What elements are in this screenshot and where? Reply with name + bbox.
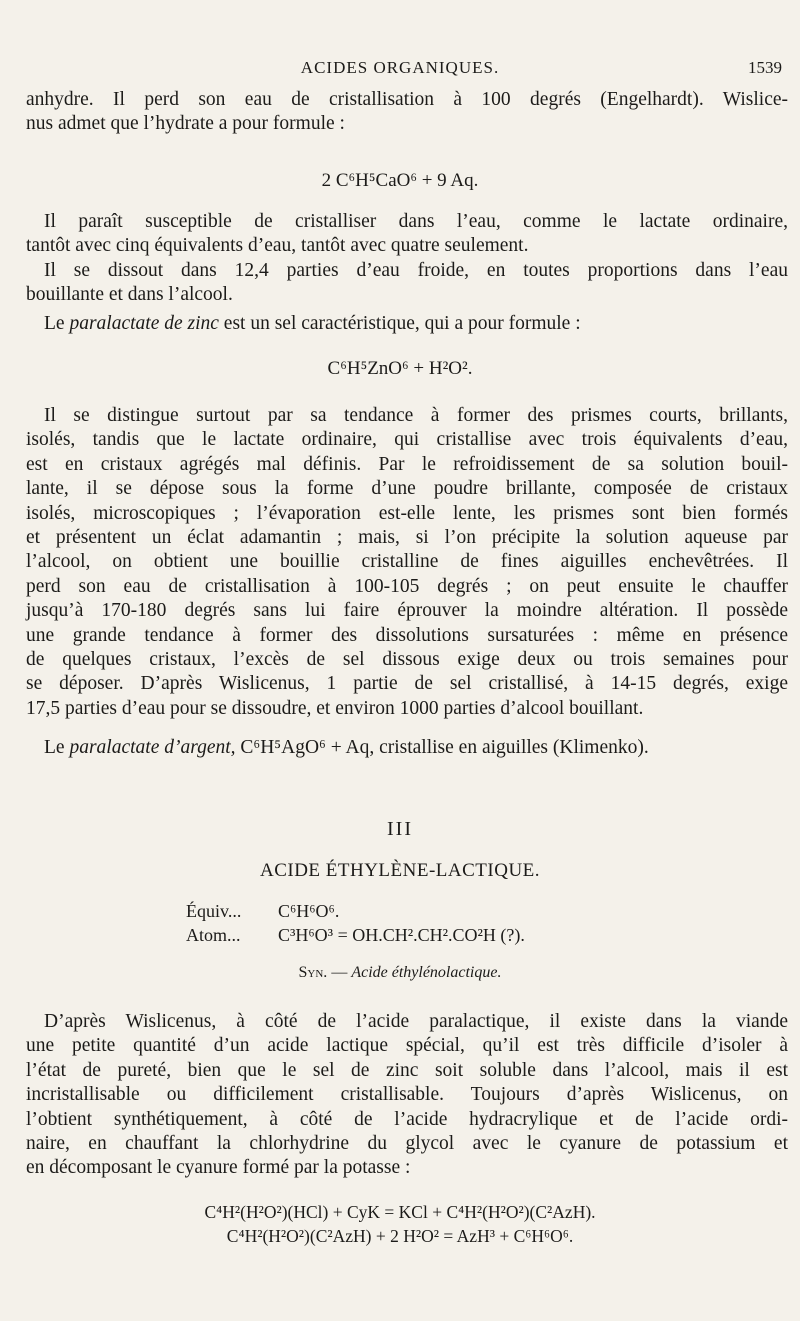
section-heading: ACIDE ÉTHYLÈNE-LACTIQUE. — [259, 860, 541, 881]
text-line: naire, en chauffant la chlorhydrine du glycol avec le cyanure de potassium et — [26, 1133, 788, 1155]
text-line: 17,5 parties d’eau pour se dissoudre, et environ 1000 parties d’alcool bouillant. — [26, 697, 644, 719]
synonym-label: Syn. — [298, 964, 328, 981]
text-line: en décomposant le cyanure formé par la potasse : — [26, 1157, 411, 1179]
text-line: jusqu’à 170-180 degrés sans lui faire éprouver la moindre altération. Il possède — [26, 600, 788, 622]
equiv-formula: C⁶H⁶O⁶. — [278, 901, 340, 921]
text-span: Le — [44, 737, 70, 758]
synonym-text: Acide éthylénolactique. — [351, 964, 502, 981]
reaction-equation-1: C⁴H²(H²O²)(HCl) + CyK = KCl + C⁴H²(H²O²)(C²AzH). — [204, 1202, 596, 1222]
text-line: anhydre. Il perd son eau de cristallisation à 100 degrés (Engelhardt). Wislice- — [26, 89, 788, 110]
text-span: est un sel caractéristique, qui a pour formule : — [218, 313, 581, 334]
text-line: et présentent un éclat adamantin ; mais, si l’on précipite la solution aqueuse par — [26, 527, 788, 549]
paragraph-5 — [26, 404, 788, 721]
text-line: perd son eau de cristallisation à 100-105 degrés ; on peut ensuite le chauffer — [26, 575, 788, 597]
text-line: bouillante et dans l’alcool. — [26, 284, 233, 306]
text-line: l’obtient synthétiquement, à côté de l’acide hydracrylique et de l’acide ordi- — [26, 1108, 788, 1130]
text-line: l’alcool, on obtient une bouillie cristalline de fines aiguilles enchevêtrées. Il — [26, 551, 788, 573]
atom-formula: C³H⁶O³ = OH.CH².CH².CO²H (?). — [278, 925, 525, 945]
section-numeral: III — [387, 818, 413, 840]
text-line: Il se distingue surtout par sa tendance à former des prismes courts, brillants, — [44, 405, 788, 426]
paragraph-3 — [26, 259, 788, 308]
text-line: de quelques cristaux, l’excès de sel dissous exige deux ou trois semaines pour — [26, 649, 788, 671]
formula-hydrate: 2 C⁶H⁵CaO⁶ + 9 Aq. — [321, 170, 479, 191]
running-title: ACIDES ORGANIQUES. — [300, 58, 500, 77]
page-header — [0, 58, 800, 82]
equiv-label: Équiv... — [186, 901, 242, 921]
synonym-dash: — — [327, 964, 352, 981]
text-line: l’état de pureté, bien que le sel de zinc soit soluble dans l’alcool, mais il est — [26, 1059, 788, 1081]
atom-label: Atom... — [186, 925, 241, 945]
text-line: une grande tendance à former des dissolutions sursaturées : même en présence — [26, 624, 788, 646]
text-line: tantôt avec cinq équivalents d’eau, tantôt avec quatre seulement. — [26, 235, 529, 257]
text-line: est en cristaux agrégés mal définis. Par le refroidissement de sa solution bouil- — [26, 453, 788, 475]
text-line: nus admet que l’hydrate a pour formule : — [26, 113, 345, 135]
text-line: lante, il se dépose sous la forme d’une poudre brillante, composée de cristaux — [26, 478, 788, 500]
text-line: se déposer. D’après Wislicenus, 1 partie de sel cristallisé, à 14-15 degrés, exige — [26, 673, 788, 695]
paragraph-2 — [26, 210, 788, 259]
formula-table — [186, 899, 525, 947]
synonym-line — [0, 964, 800, 982]
text-line: Il se dissout dans 12,4 parties d’eau froide, en toutes proportions dans l’eau — [44, 260, 788, 281]
italic-term: paralactate d’argent, — [69, 737, 236, 758]
formula-zinc: C⁶H⁵ZnO⁶ + H²O². — [327, 358, 473, 379]
reaction-equation-2: C⁴H²(H²O²)(C²AzH) + 2 H²O² = AzH³ + C⁶H⁶O⁶. — [226, 1226, 574, 1246]
text-line: isolés, tandis que le lactate ordinaire, qui cristallise avec trois équivalents d’eau, — [26, 429, 788, 451]
italic-term: paralactate de zinc — [69, 313, 219, 334]
paragraph-4 — [26, 312, 788, 336]
paragraph-6 — [26, 736, 788, 760]
page-number: 1539 — [748, 58, 782, 77]
text-line: Il paraît susceptible de cristalliser dans l’eau, comme le lactate ordinaire, — [44, 211, 788, 232]
text-line: isolés, microscopiques ; l’évaporation est-elle lente, les prismes sont bien formés — [26, 502, 788, 524]
text-line: incristallisable ou difficilement cristallisable. Toujours d’après Wislicenus, on — [26, 1084, 788, 1106]
text-span: C⁶H⁵AgO⁶ + Aq, cristallise en aiguilles (Klimenko). — [235, 737, 649, 758]
text-line: D’après Wislicenus, à côté de l’acide paralactique, il existe dans la viande — [44, 1011, 788, 1032]
text-span: Le — [44, 313, 70, 334]
text-line: une petite quantité d’un acide lactique spécial, qu’il est très difficile d’isoler à — [26, 1035, 788, 1057]
paragraph-1 — [26, 88, 788, 137]
paragraph-7 — [26, 1010, 788, 1181]
